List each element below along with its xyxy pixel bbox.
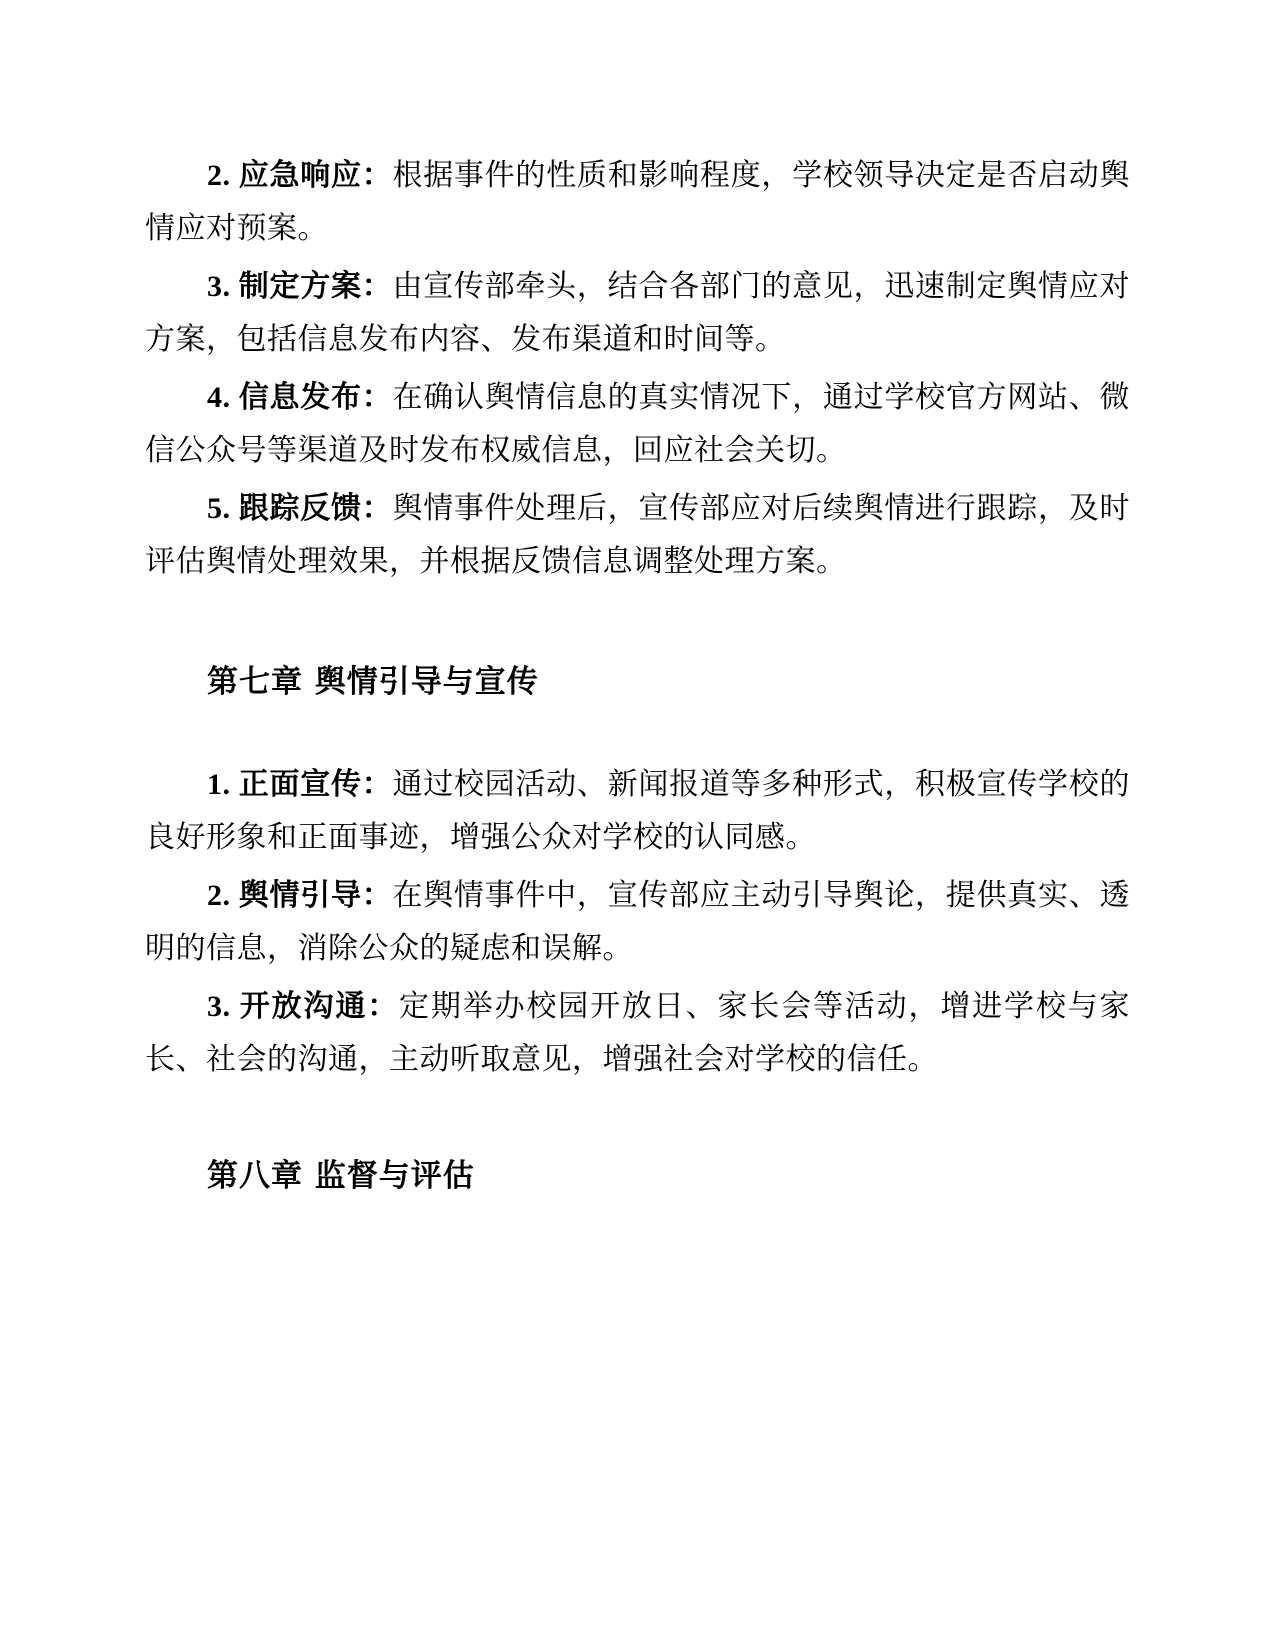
paragraph-text: 在舆情事件中，宣传部应主动引导舆论，提供真实、透明的信息，消除公众的疑虑和误解。 xyxy=(145,879,1131,965)
paragraph-text: 在确认舆情信息的真实情况下，通过学校官方网站、微信公众号等渠道及时发布权威信息，回应社会关切。 xyxy=(145,381,1131,467)
paragraph-opinion-guidance xyxy=(145,870,1130,975)
paragraph-tracking-feedback xyxy=(145,483,1130,588)
paragraph-lead: 3. 开放沟通： xyxy=(207,990,400,1023)
spacer xyxy=(145,594,1130,656)
paragraph-text: 定期举办校园开放日、家长会等活动，增进学校与家长、社会的沟通，主动听取意见，增强社会对学校的信任。 xyxy=(145,990,1131,1076)
paragraph-lead: 3. 制定方案： xyxy=(207,270,393,303)
paragraph-open-communication xyxy=(145,981,1130,1086)
paragraph-positive-publicity xyxy=(145,759,1130,864)
paragraph-lead: 1. 正面宣传： xyxy=(207,768,393,801)
paragraph-lead: 2. 舆情引导： xyxy=(207,879,393,912)
paragraph-text: 通过校园活动、新闻报道等多种形式，积极宣传学校的良好形象和正面事迹，增强公众对学校的认同感。 xyxy=(145,768,1131,854)
chapter-eight-heading: 第八章 监督与评估 xyxy=(207,1158,475,1194)
paragraph-lead: 4. 信息发布： xyxy=(207,381,393,414)
paragraph-text: 根据事件的性质和影响程度，学校领导决定是否启动舆情应对预案。 xyxy=(145,159,1131,245)
paragraph-lead: 2. 应急响应： xyxy=(207,159,393,192)
paragraph-emergency-response xyxy=(145,150,1130,255)
paragraph-text: 舆情事件处理后，宣传部应对后续舆情进行跟踪，及时评估舆情处理效果，并根据反馈信息调整处理方案。 xyxy=(145,492,1131,578)
spacer xyxy=(145,701,1130,759)
paragraph-text: 由宣传部牵头，结合各部门的意见，迅速制定舆情应对方案，包括信息发布内容、发布渠道和时间等。 xyxy=(145,270,1131,356)
chapter-seven-heading: 第七章 舆情引导与宣传 xyxy=(207,664,539,700)
paragraph-lead: 5. 跟踪反馈： xyxy=(207,492,393,525)
paragraph-plan-formulation xyxy=(145,261,1130,366)
spacer xyxy=(145,1092,1130,1150)
paragraph-information-release xyxy=(145,372,1130,477)
